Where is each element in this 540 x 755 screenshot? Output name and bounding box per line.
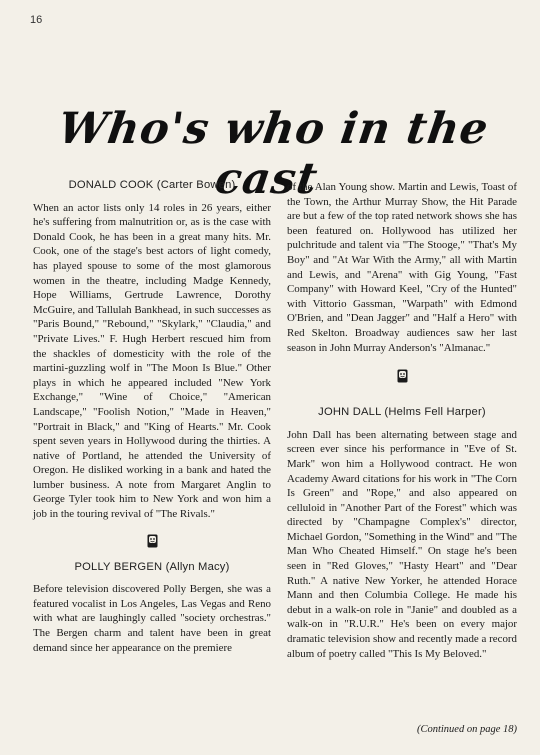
right-column bbox=[287, 180, 517, 661]
bio-polly-bergen: Before television discovered Polly Bergen, she was a featured vocalist in Los Angeles, Las Vegas and Reno with what are laughingly called "society orchestras." The Bergen charm and talent have been in great demand since her appearance on the premiere bbox=[33, 583, 271, 654]
cast-heading-john-dall: JOHN DALL (Helms Fell Harper) bbox=[318, 406, 486, 419]
ornament-divider bbox=[287, 369, 517, 383]
cast-heading-polly-bergen: POLLY BERGEN (Allyn Macy) bbox=[74, 560, 230, 573]
page-title: Who's who in the cast bbox=[55, 104, 492, 204]
bio-donald-cook: When an actor lists only 14 roles in 26 years, either he's suffering from malnutrition or, as is the case with Donald Cook, he has been in a great many hits. Mr. Cook, one of the stage's best actors of light comedy, has played spouse to some of the most glamorous women in the theatre, including Madge Kennedy, Hope Williams, Gertrude Lawrence, Dorothy McGuire, and Tallulah Bankhead, in such successes as "Paris Bound," "Rebound," "Skylark," "Claudia," and "Private Lives." F. Hugh Herbert rescued him from the shackles of domesticity with the role of the martini-guzzling wolf in "The Moon Is Blue." Other plays in which he appeared included "New York Exchange," "Wine of Choice," "American Landscape," "Foolish Notion," "Made in Heaven," "Portrait in Black," and "King of Hearts." Mr. Cook spent seven years in Hollywood during the thirties. A native of Portland, he attended the University of Oregon. He disliked working in a bank and hated the lumber business. A note from Margaret Anglin to George Tyler took him to New York and won him a job in the touring revival of "The Rivals." bbox=[33, 201, 271, 521]
left-column bbox=[33, 178, 271, 655]
bio-polly-bergen-continued: of the Alan Young show. Martin and Lewis, Toast of the Town, the Arthur Murray Show, the Hit Parade are but a few of the top rated network shows she has been featured on. Hollywood has utilized her pulchritude and talent via "The Stooge," "That's My Boy" and "At War With the Army," all with Martin and Lewis, and "Arena" with Gig Young, "Fast Company" with Howard Keel, "Cry of the Hunted" with Vittorio Gassman, "Warpath" with Edmond O'Brien, and "Dean Jagger" and "Half a Hero" with Red Skelton. Broadway audiences saw her last season in John Murray Anderson's "Almanac." bbox=[287, 181, 517, 354]
ornament-divider bbox=[33, 534, 271, 548]
bio-john-dall: John Dall has been alternating between stage and screen ever since his performance in "Eve of St. Mark" won him a Hollywood contract. He won Academy Award citations for his work in "The Corn Is Green" and "Rope," and also appeared on celluloid in "Another Part of the Forest" which was directed by "Champagne Complex's" director, Michael Gordon, "Something in the Wind" and "The Man Who Cheated Himself." On stage he's been seen in "Red Gloves," "Hasty Heart" and "Dear Ruth." A native New Yorker, he attended Horace Mann and then Columbia College. He made his debut in a walk-on role in "Janie" and doubled as a walk-on in "R.U.R." He's been on every major dramatic television show and recently made a record album of poetry called "This Is My Beloved." bbox=[287, 428, 517, 660]
page-number: 16 bbox=[30, 14, 43, 26]
theatre-mask-ornament-icon bbox=[147, 534, 158, 548]
theatre-mask-ornament-icon bbox=[397, 369, 408, 383]
cast-heading-donald-cook: DONALD COOK (Carter Bowen) bbox=[68, 179, 236, 191]
continued-note: (Continued on page 18) bbox=[416, 724, 517, 735]
